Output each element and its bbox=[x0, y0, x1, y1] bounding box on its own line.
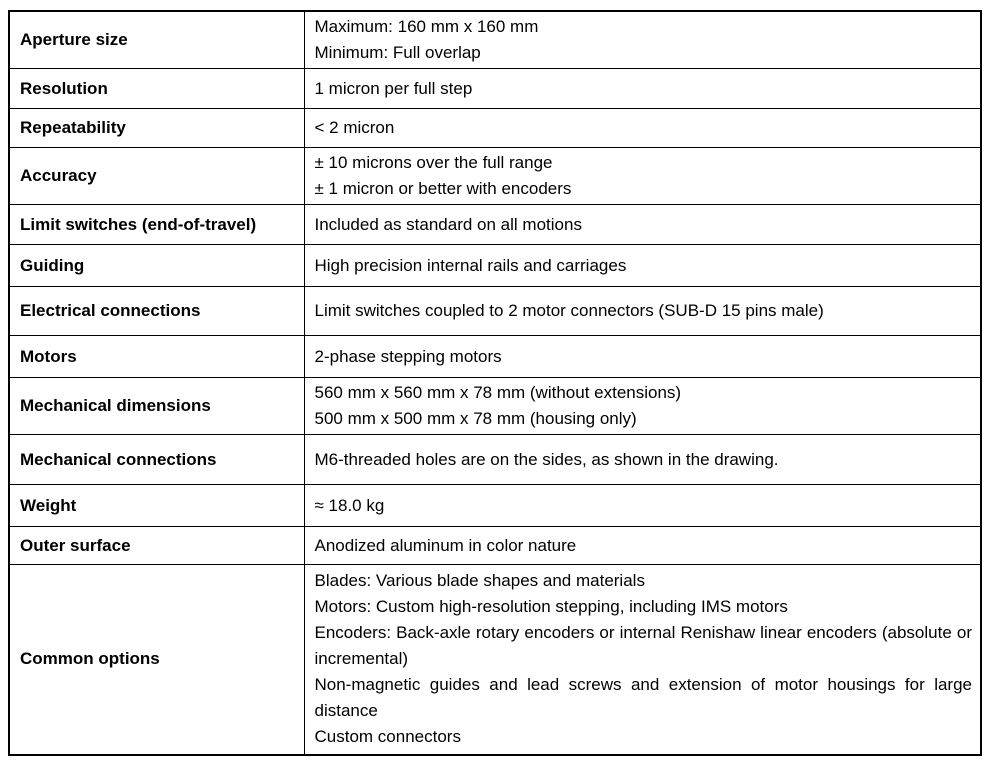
table-row-weight bbox=[9, 485, 981, 527]
spec-label: Resolution bbox=[9, 69, 304, 109]
spec-value-line: High precision internal rails and carriages bbox=[314, 255, 627, 275]
table-row-mechanical-dimensions bbox=[9, 378, 981, 435]
spec-value-line: Minimum: Full overlap bbox=[314, 43, 481, 62]
spec-value bbox=[304, 378, 981, 435]
spec-label: Common options bbox=[9, 565, 304, 755]
spec-label: Weight bbox=[9, 485, 304, 527]
spec-label: Limit switches (end-of-travel) bbox=[9, 205, 304, 245]
table-row-motors bbox=[9, 336, 981, 378]
spec-value-line: 500 mm x 500 mm x 78 mm (housing only) bbox=[314, 409, 637, 428]
spec-value bbox=[304, 148, 981, 205]
spec-value-line: Limit switches coupled to 2 motor connectors (SUB-D 15 pins male) bbox=[314, 301, 824, 320]
spec-label: Aperture size bbox=[9, 11, 304, 69]
spec-label: Motors bbox=[9, 336, 304, 378]
table-row-electrical-connections bbox=[9, 287, 981, 336]
spec-label: Mechanical dimensions bbox=[9, 378, 304, 435]
spec-value-line: M6-threaded holes are on the sides, as shown in the drawing. bbox=[314, 449, 779, 469]
spec-value-line: ± 10 microns over the full range bbox=[314, 153, 553, 172]
spec-value bbox=[304, 435, 981, 485]
spec-value-line: < 2 micron bbox=[314, 118, 395, 137]
spec-table bbox=[8, 10, 982, 756]
spec-value bbox=[304, 287, 981, 336]
spec-value bbox=[304, 485, 981, 527]
spec-value bbox=[304, 527, 981, 565]
spec-value-line: Motors: Custom high-resolution stepping, including IMS motors bbox=[314, 597, 788, 617]
spec-value-line: Maximum: 160 mm x 160 mm bbox=[314, 17, 539, 36]
spec-value-line: Non-magnetic guides and lead screws and extension of motor housings for large distance bbox=[314, 675, 972, 721]
spec-label: Mechanical connections bbox=[9, 435, 304, 485]
spec-value bbox=[304, 205, 981, 245]
spec-value-line: ± 1 micron or better with encoders bbox=[314, 179, 572, 198]
table-row-repeatability bbox=[9, 109, 981, 148]
table-row-common-options bbox=[9, 565, 981, 755]
spec-value-line: Included as standard on all motions bbox=[314, 214, 582, 234]
table-row-aperture-size bbox=[9, 11, 981, 69]
spec-value-line: 1 micron per full step bbox=[314, 78, 473, 98]
spec-label: Electrical connections bbox=[9, 287, 304, 336]
spec-value-line: 2-phase stepping motors bbox=[314, 346, 502, 366]
spec-label: Guiding bbox=[9, 245, 304, 287]
spec-value bbox=[304, 245, 981, 287]
table-row-outer-surface bbox=[9, 527, 981, 565]
spec-label: Repeatability bbox=[9, 109, 304, 148]
spec-value bbox=[304, 565, 981, 755]
table-row-limit-switches bbox=[9, 205, 981, 245]
table-row-guiding bbox=[9, 245, 981, 287]
table-row-accuracy bbox=[9, 148, 981, 205]
spec-value-line: Blades: Various blade shapes and materials bbox=[314, 571, 645, 591]
spec-value-line: ≈ 18.0 kg bbox=[314, 495, 385, 515]
spec-value bbox=[304, 336, 981, 378]
table-row-resolution bbox=[9, 69, 981, 109]
spec-value-line: Custom connectors bbox=[314, 727, 461, 747]
spec-value-line: Encoders: Back-axle rotary encoders or internal Renishaw linear encoders (absolute or incremental) bbox=[314, 623, 972, 669]
spec-value-line: 560 mm x 560 mm x 78 mm (without extensions) bbox=[314, 383, 682, 402]
table-row-mechanical-connections bbox=[9, 435, 981, 485]
spec-value-line: Anodized aluminum in color nature bbox=[314, 535, 577, 555]
spec-value bbox=[304, 109, 981, 148]
spec-label: Accuracy bbox=[9, 148, 304, 205]
spec-value bbox=[304, 11, 981, 69]
spec-label: Outer surface bbox=[9, 527, 304, 565]
spec-value bbox=[304, 69, 981, 109]
